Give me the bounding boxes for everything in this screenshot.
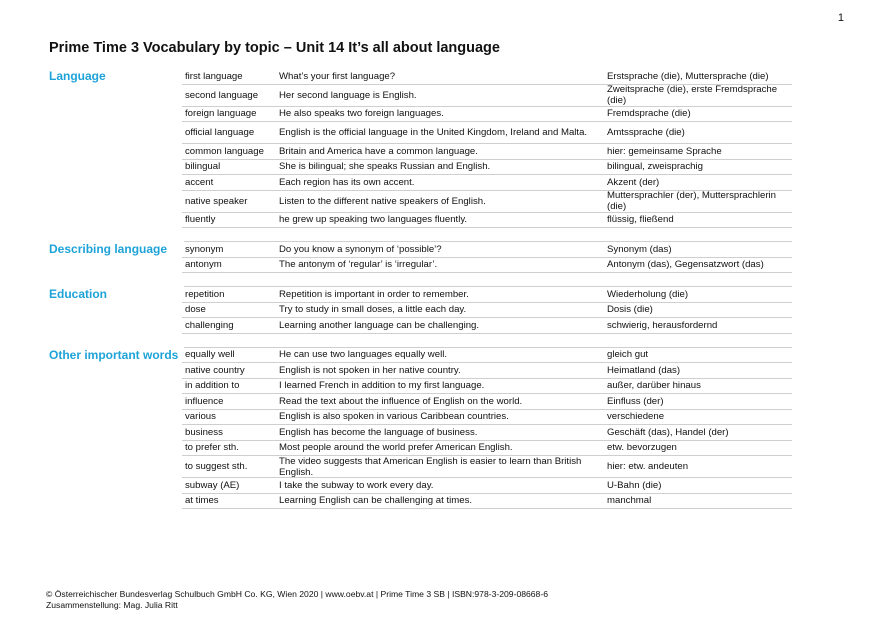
vocab-row: [46, 144, 792, 160]
section-spacer: [46, 160, 182, 176]
vocab-word: in addition to: [182, 379, 276, 395]
vocab-translation: Wiederholung (die): [604, 287, 792, 303]
footer-copyright: © Österreichischer Bundesverlag Schulbuch GmbH Co. KG, Wien 2020 | www.oebv.at | Prime Time 3 SB | ISBN:978-3-209-08668-6: [46, 589, 548, 599]
vocab-example: Most people around the world prefer American English.: [276, 441, 604, 457]
vocab-example: Try to study in small doses, a little each day.: [276, 303, 604, 319]
section-gap: [46, 228, 792, 242]
vocab-example: Each region has its own accent.: [276, 175, 604, 191]
vocab-row: [46, 242, 792, 258]
section-spacer: [46, 107, 182, 123]
vocab-row: [46, 379, 792, 395]
section-spacer: [46, 175, 182, 191]
vocab-translation: bilingual, zweisprachig: [604, 160, 792, 176]
vocab-row: [46, 160, 792, 176]
vocab-word: common language: [182, 144, 276, 160]
vocab-translation: gleich gut: [604, 348, 792, 364]
vocab-translation: schwierig, herausfordernd: [604, 318, 792, 334]
vocab-translation: hier: gemeinsame Sprache: [604, 144, 792, 160]
vocab-row: [46, 191, 792, 213]
vocab-word: repetition: [182, 287, 276, 303]
vocab-translation: Amtssprache (die): [604, 122, 792, 144]
vocab-row: [46, 107, 792, 123]
vocabulary-table: [46, 69, 792, 509]
vocab-row: [46, 348, 792, 364]
section-spacer: [46, 191, 182, 213]
vocab-row: [46, 441, 792, 457]
vocab-word: influence: [182, 394, 276, 410]
vocab-row: [46, 258, 792, 274]
section-spacer: [46, 494, 182, 510]
vocab-row: [46, 318, 792, 334]
vocab-word: at times: [182, 494, 276, 510]
vocab-example: She is bilingual; she speaks Russian and English.: [276, 160, 604, 176]
section-spacer: [46, 213, 182, 229]
vocab-word: various: [182, 410, 276, 426]
vocab-example: Read the text about the influence of English on the world.: [276, 394, 604, 410]
vocab-row: [46, 85, 792, 107]
vocab-row: [46, 425, 792, 441]
vocab-translation: Akzent (der): [604, 175, 792, 191]
vocab-example: Learning English can be challenging at times.: [276, 494, 604, 510]
vocab-translation: Fremdsprache (die): [604, 107, 792, 123]
vocab-row: [46, 287, 792, 303]
vocab-example: English is also spoken in various Caribbean countries.: [276, 410, 604, 426]
vocab-example: I take the subway to work every day.: [276, 478, 604, 494]
vocab-translation: Zweitsprache (die), erste Fremdsprache (die): [604, 85, 792, 107]
section-spacer: [46, 394, 182, 410]
vocab-row: [46, 456, 792, 478]
vocab-example: The video suggests that American English is easier to learn than British English.: [276, 456, 604, 478]
vocab-example: The antonym of ‘regular’ is ‘irregular’.: [276, 258, 604, 274]
vocab-example: What’s your first language?: [276, 69, 604, 85]
page-number: 1: [837, 12, 844, 24]
section-spacer: [46, 441, 182, 457]
section-gap: [46, 334, 792, 348]
section-spacer: [46, 478, 182, 494]
vocab-translation: Synonym (das): [604, 242, 792, 258]
vocab-example: English is the official language in the United Kingdom, Ireland and Malta.: [276, 122, 604, 144]
vocab-word: second language: [182, 85, 276, 107]
vocab-translation: Muttersprachler (der), Muttersprachlerin (die): [604, 191, 792, 213]
vocab-translation: verschiedene: [604, 410, 792, 426]
section-spacer: [46, 456, 182, 478]
vocab-example: I learned French in addition to my first language.: [276, 379, 604, 395]
section-spacer: [46, 144, 182, 160]
vocab-example: he grew up speaking two languages fluently.: [276, 213, 604, 229]
vocab-word: bilingual: [182, 160, 276, 176]
vocab-translation: Einfluss (der): [604, 394, 792, 410]
vocab-word: native country: [182, 363, 276, 379]
section-gap: [46, 273, 792, 287]
section-heading: Other important words: [49, 347, 179, 362]
vocab-example: He can use two languages equally well.: [276, 348, 604, 364]
vocab-example: Repetition is important in order to remember.: [276, 287, 604, 303]
vocab-translation: außer, darüber hinaus: [604, 379, 792, 395]
section-heading: Describing language: [49, 242, 168, 257]
vocab-word: to suggest sth.: [182, 456, 276, 478]
vocab-word: dose: [182, 303, 276, 319]
vocab-translation: manchmal: [604, 494, 792, 510]
section-spacer: [46, 318, 182, 334]
vocab-translation: Heimatland (das): [604, 363, 792, 379]
vocab-row: [46, 494, 792, 510]
vocab-word: fluently: [182, 213, 276, 229]
vocab-word: official language: [182, 122, 276, 144]
vocab-translation: U-Bahn (die): [604, 478, 792, 494]
vocab-translation: flüssig, fließend: [604, 213, 792, 229]
vocab-translation: Antonym (das), Gegensatzwort (das): [604, 258, 792, 274]
vocab-example: Listen to the different native speakers of English.: [276, 191, 604, 213]
footer: [46, 589, 548, 611]
section-heading: Education: [49, 287, 108, 302]
vocab-word: subway (AE): [182, 478, 276, 494]
section-spacer: [46, 258, 182, 274]
page-title: Prime Time 3 Vocabulary by topic – Unit 14 It’s all about language: [49, 40, 500, 56]
section-spacer: [46, 425, 182, 441]
vocab-example: Her second language is English.: [276, 85, 604, 107]
vocab-translation: Geschäft (das), Handel (der): [604, 425, 792, 441]
vocab-row: [46, 213, 792, 229]
vocab-row: [46, 175, 792, 191]
vocab-row: [46, 410, 792, 426]
section-spacer: [46, 379, 182, 395]
section-spacer: [46, 122, 182, 144]
vocab-row: [46, 363, 792, 379]
vocab-translation: Erstsprache (die), Muttersprache (die): [604, 69, 792, 85]
vocab-word: first language: [182, 69, 276, 85]
vocab-word: native speaker: [182, 191, 276, 213]
vocab-row: [46, 69, 792, 85]
section-spacer: [46, 410, 182, 426]
vocab-translation: Dosis (die): [604, 303, 792, 319]
vocab-example: He also speaks two foreign languages.: [276, 107, 604, 123]
vocab-example: Learning another language can be challenging.: [276, 318, 604, 334]
vocab-row: [46, 478, 792, 494]
section-spacer: [46, 303, 182, 319]
vocab-example: English is not spoken in her native country.: [276, 363, 604, 379]
vocab-word: foreign language: [182, 107, 276, 123]
vocab-row: [46, 303, 792, 319]
vocab-word: accent: [182, 175, 276, 191]
vocab-example: Do you know a synonym of ‘possible’?: [276, 242, 604, 258]
vocab-translation: hier: etw. andeuten: [604, 456, 792, 478]
vocab-word: equally well: [182, 348, 276, 364]
vocab-word: challenging: [182, 318, 276, 334]
section-heading: Language: [49, 69, 106, 84]
vocab-word: to prefer sth.: [182, 441, 276, 457]
section-spacer: [46, 85, 182, 107]
vocab-word: antonym: [182, 258, 276, 274]
vocab-example: Britain and America have a common language.: [276, 144, 604, 160]
vocab-word: synonym: [182, 242, 276, 258]
footer-compiler: Zusammenstellung: Mag. Julia Ritt: [46, 600, 178, 610]
vocab-row: [46, 394, 792, 410]
vocab-translation: etw. bevorzugen: [604, 441, 792, 457]
vocab-example: English has become the language of business.: [276, 425, 604, 441]
vocab-word: business: [182, 425, 276, 441]
section-spacer: [46, 363, 182, 379]
vocab-row: [46, 122, 792, 144]
